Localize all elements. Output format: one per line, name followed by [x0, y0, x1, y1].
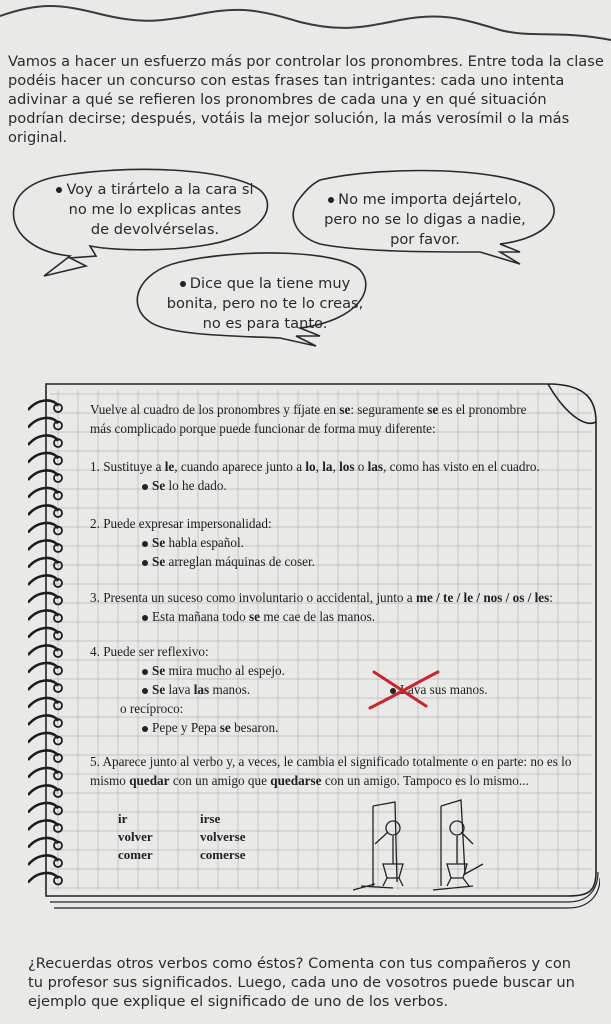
text: 5. Aparece junto al verbo y, a veces, le cambia el significado totalmente o en parte: no es lo [90, 754, 572, 769]
bullet-icon [328, 197, 334, 203]
verb: volverse [200, 829, 246, 844]
text: besaron. [230, 720, 279, 735]
text: arreglan máquinas de coser. [165, 554, 315, 569]
bold-text: Se [152, 554, 166, 569]
bold-text: se [427, 402, 439, 417]
item-4 [90, 642, 611, 737]
bubble-line: no me lo explicas antes [68, 201, 242, 218]
bold-text: los [339, 459, 355, 474]
verb: comerse [200, 847, 246, 862]
red-cross-mark [368, 668, 444, 712]
text: Lava sus manos. [400, 682, 488, 697]
text: o recíproco: [120, 701, 184, 716]
bold-text: la [322, 459, 333, 474]
bold-text: Se [152, 682, 166, 697]
text: o [354, 459, 368, 474]
bullet-icon [142, 669, 148, 675]
text: , como has visto en el cuadro. [383, 459, 540, 474]
speech-bubble-2 [300, 190, 550, 250]
bold-text: se [249, 609, 261, 624]
bold-text: le [164, 459, 175, 474]
text: Esta mañana todo [152, 609, 250, 624]
bullet-icon [142, 541, 148, 547]
text: , [332, 459, 340, 474]
text: , [315, 459, 323, 474]
text: me cae de las manos. [260, 609, 376, 624]
verb: comer [118, 847, 153, 862]
bullet-icon [180, 281, 186, 287]
bold-text: se [219, 720, 231, 735]
bold-text: quedarse [270, 773, 322, 788]
bubble-line: No me importa dejártelo, [338, 191, 522, 208]
text: mira mucho al espejo. [165, 663, 285, 678]
bullet-icon [56, 187, 62, 193]
intro-paragraph: Vamos a hacer un esfuerzo más por controlar los pronombres. Entre toda la clase podéis hacer un concurso con estas frases tan intrigantes: cada uno intenta adivinar a qué se refieren los pronombres de cada una y en qué situación podrían decirse; después, votáis la mejor solución, la más verosímil o la más original. [8, 53, 604, 146]
text: es el pronombre [438, 402, 527, 417]
item-3 [90, 588, 611, 626]
bold-text: se [339, 402, 351, 417]
bold-text: Se [152, 663, 166, 678]
text: , cuando aparece junto a [174, 459, 306, 474]
bullet-icon [142, 615, 148, 621]
item-1 [90, 457, 611, 495]
bold-text: lo [305, 459, 316, 474]
text: 1. Sustituye a [90, 459, 165, 474]
bubble-line: bonita, pero no te lo creas, [166, 295, 364, 312]
verbs-left-column [118, 810, 153, 864]
speech-bubble-1 [40, 180, 270, 240]
bubble-line: por favor. [390, 231, 460, 248]
bullet-icon [142, 688, 148, 694]
bubble-line: Voy a tirártelo a la cara si [66, 181, 254, 198]
bubble-line: de devolvérselas. [90, 221, 220, 238]
text: lo he dado. [165, 478, 227, 493]
text: : seguramente [350, 402, 428, 417]
text: mismo [90, 773, 130, 788]
text: con un amigo que [169, 773, 271, 788]
text: : [549, 590, 553, 605]
text: 2. Puede expresar impersonalidad: [90, 516, 272, 531]
bullet-icon [142, 484, 148, 490]
decorative-wave-line [0, 0, 611, 50]
verb: volver [118, 829, 153, 844]
verbs-right-column [200, 810, 245, 864]
bold-text: las [193, 682, 210, 697]
bullet-icon [142, 726, 148, 732]
speech-bubble-3 [150, 274, 380, 334]
bubble-line: no es para tanto. [202, 315, 328, 332]
verb: irse [200, 811, 221, 826]
text: 4. Puede ser reflexivo: [90, 644, 209, 659]
notebook-intro [90, 400, 611, 438]
text: 3. Presenta un suceso como involuntario o accidental, junto a [90, 590, 416, 605]
bold-text: me / te / le / nos / os / les [415, 590, 550, 605]
text: manos. [209, 682, 251, 697]
notebook-panel [28, 382, 600, 912]
text: con un amigo. Tampoco es lo mismo... [321, 773, 529, 788]
bold-text: Se [152, 478, 166, 493]
text: lava [165, 682, 194, 697]
bullet-icon [142, 560, 148, 566]
text: más complicado porque puede funcionar de forma muy diferente: [90, 421, 436, 436]
bubble-line: pero no se lo digas a nadie, [324, 211, 526, 228]
verb: ir [118, 811, 128, 826]
cartoon-illustration [353, 794, 493, 894]
item-2 [90, 514, 611, 571]
outro-paragraph: ¿Recuerdas otros verbos como éstos? Comenta con tus compañeros y con tu profesor sus significados. Luego, cada uno de vosotros puede buscar un ejemplo que explique el significado de uno de los verbos. [28, 955, 575, 1010]
text: habla español. [165, 535, 244, 550]
text: Pepe y Pepa [152, 720, 220, 735]
bold-text: Se [152, 535, 166, 550]
bold-text: quedar [129, 773, 170, 788]
item-5 [90, 752, 611, 790]
bold-text: las [367, 459, 384, 474]
text: Vuelve al cuadro de los pronombres y fíjate en [90, 402, 340, 417]
bubble-line: Dice que la tiene muy [189, 275, 351, 292]
